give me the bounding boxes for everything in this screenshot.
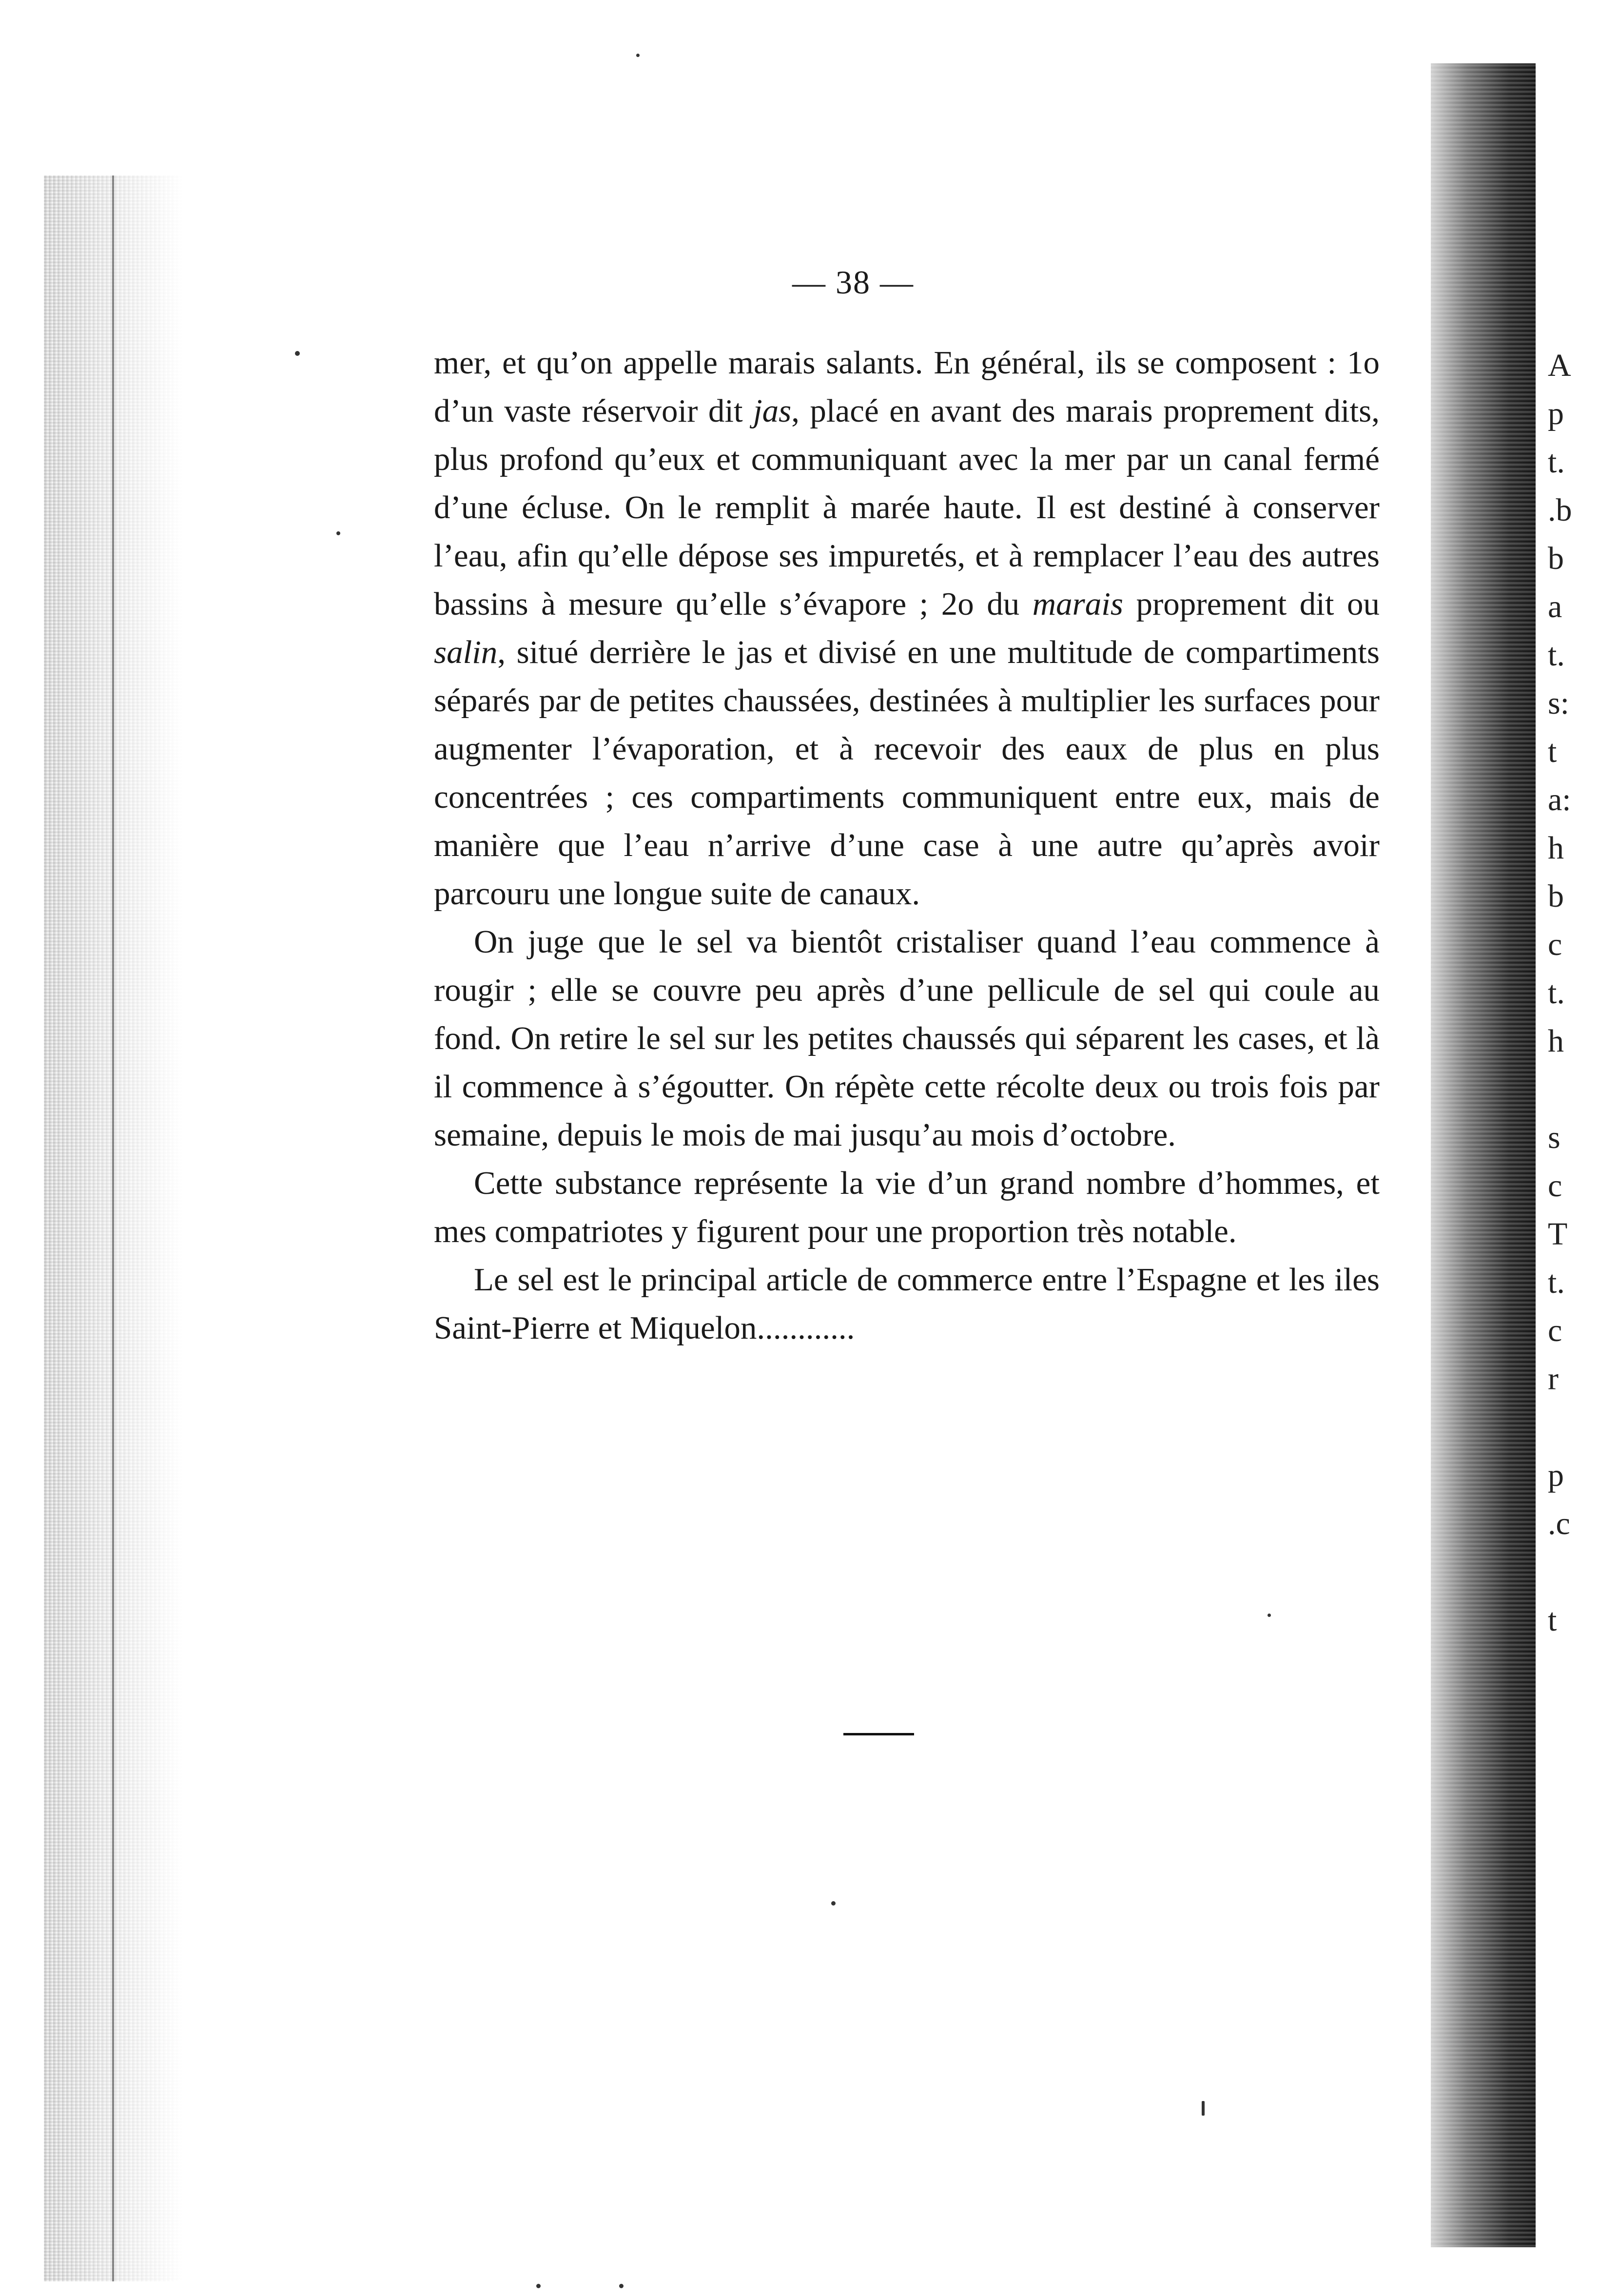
page-body	[434, 339, 1380, 1352]
facing-fragment	[1548, 1403, 1592, 1451]
paragraph-1-tail: , situé derrière le jas et divisé en une multitude de compartiments séparés par de petites chaussées, destinées à multiplier les surfaces pour augmenter l’évaporation, et à recevoir des eaux de plus en plus concentrées ; ces compartiments communiquent entre eux, mais de manière que l’eau n’arrive d’une case à une autre qu’après avoir parcouru une longue suite de canaux.	[434, 634, 1380, 912]
facing-fragment: c	[1548, 1313, 1562, 1348]
scan-speck	[1268, 1614, 1271, 1617]
facing-fragment: t	[1548, 734, 1557, 769]
scan-speck	[336, 531, 340, 535]
end-rule	[843, 1733, 914, 1735]
paragraph-2: On juge que le sel va bientôt cristaliser quand l’eau commence à rougir ; elle se couvre peu après d’une pellicule de sel qui coule au fond. On retire le sel sur les petites chaussés qui séparent les cases, et là il commence à s’égoutter. On répète cette récolte deux ou trois fois par semaine, depuis le mois de mai jusqu’au mois d’octobre.	[434, 924, 1380, 1153]
scan-speck	[831, 1901, 836, 1906]
page-number: — 38 —	[792, 264, 914, 301]
facing-fragment: h	[1548, 1023, 1564, 1059]
facing-fragment	[1548, 1065, 1592, 1113]
facing-fragment: s:	[1548, 685, 1570, 721]
facing-fragment: t.	[1548, 444, 1565, 480]
facing-fragment: b	[1548, 878, 1564, 914]
facing-fragment: t.	[1548, 637, 1565, 673]
scan-speck	[636, 54, 640, 57]
facing-fragment: c	[1548, 927, 1562, 962]
paragraph-4: Le sel est le principal article de commerce entre l’Espagne et les iles Saint-Pierre et Miquelon............	[434, 1262, 1380, 1346]
facing-fragment: a:	[1548, 782, 1571, 817]
facing-fragment: A	[1548, 348, 1571, 383]
term-marais: marais	[1032, 586, 1123, 622]
scan-speck	[619, 2284, 624, 2288]
facing-page-fragments	[1548, 341, 1592, 1644]
facing-fragment: p	[1548, 1458, 1564, 1493]
paragraph-1-mid: , placé en avant des marais proprement dits, plus profond qu’eux et communiquant avec la mer par un canal fermé d’une écluse. On le remplit à marée haute. Il est destiné à conserver l’eau, afin qu’elle dépose ses impuretés, et à remplacer l’eau des autres bassins à mesure qu’elle s’évapore ; 2o du	[434, 393, 1380, 622]
facing-fragment: b	[1548, 541, 1564, 576]
paragraph-3: Cette substance représente la vie d’un grand nombre d’hommes, et mes compatriotes y figurent pour une proportion très notable.	[434, 1165, 1380, 1249]
facing-fragment: p	[1548, 396, 1564, 431]
facing-fragment: h	[1548, 830, 1564, 866]
facing-fragment	[1548, 1548, 1592, 1596]
facing-fragment: .b	[1548, 492, 1572, 528]
term-salin: salin	[434, 634, 498, 670]
facing-fragment: t.	[1548, 1265, 1565, 1300]
paragraph-1	[434, 339, 1380, 918]
facing-fragment: t.	[1548, 975, 1565, 1011]
facing-fragment: r	[1548, 1361, 1559, 1397]
paragraph-1-lead: mer, et qu’on appelle marais salants. En général, ils se composent : 1o d’un vaste réservoir dit	[434, 345, 1380, 429]
scan-gutter-left	[44, 175, 185, 2281]
facing-fragment: t	[1548, 1602, 1557, 1638]
facing-fragment: s	[1548, 1120, 1560, 1155]
term-jas: jas	[753, 393, 792, 429]
paragraph-1-mid2: proprement dit ou	[1123, 586, 1380, 622]
facing-fragment: c	[1548, 1168, 1562, 1204]
scan-speck	[295, 351, 300, 356]
book-spine-shadow	[1431, 63, 1536, 2247]
facing-fragment: T	[1548, 1216, 1568, 1252]
scan-speck	[1202, 2101, 1205, 2116]
facing-fragment: .c	[1548, 1506, 1570, 1541]
facing-fragment: a	[1548, 589, 1562, 624]
scan-speck	[536, 2284, 541, 2288]
scan-edge-rule	[112, 175, 114, 2281]
